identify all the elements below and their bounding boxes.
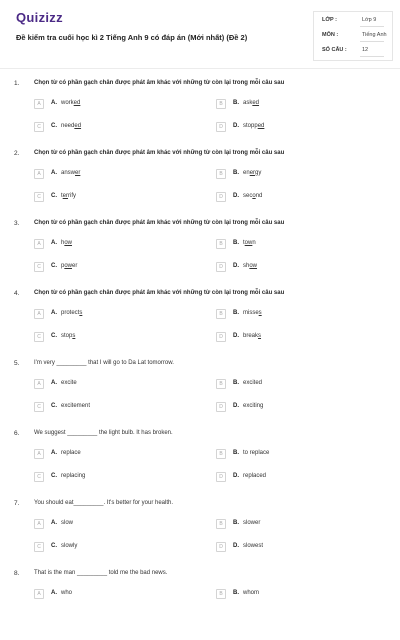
answer-letter: A. — [51, 590, 57, 596]
answer-checkbox[interactable]: B — [216, 169, 226, 179]
answer-letter: A. — [51, 100, 57, 106]
answer-letter: A. — [51, 520, 57, 526]
answer-text — [61, 263, 77, 269]
question-number: 2. — [14, 150, 20, 157]
answer-checkbox[interactable]: A — [34, 99, 44, 109]
answer-text — [61, 170, 80, 176]
answer-option[interactable] — [34, 309, 194, 321]
answer-text-prefix: sec — [243, 193, 253, 199]
question-text: You should eat_________. It's better for your health. — [34, 500, 174, 506]
answer-text — [243, 170, 261, 176]
answer-letter: B. — [233, 310, 239, 316]
answer-text-prefix: stopp — [243, 123, 258, 129]
answer-option[interactable] — [216, 262, 376, 274]
answer-option[interactable] — [216, 309, 376, 321]
question-number: 5. — [14, 360, 20, 367]
answer-text — [243, 263, 257, 269]
meta-value: Lớp 9 — [362, 17, 377, 23]
question-number: 3. — [14, 220, 20, 227]
worksheet-meta-box — [313, 11, 393, 61]
answer-text — [61, 123, 81, 129]
answer-text-underlined-part: ed — [73, 100, 81, 106]
answer-checkbox[interactable]: C — [34, 332, 44, 342]
answer-letter: B. — [233, 100, 239, 106]
meta-row-subject — [320, 30, 388, 42]
answer-letter: B. — [233, 450, 239, 456]
answer-letter: C. — [51, 333, 57, 339]
meta-key: SỐ CÂU : — [322, 47, 347, 53]
answer-text — [61, 333, 75, 339]
answer-text-underlined-part: ow — [64, 240, 73, 246]
question-text: That is the man _________ told me the bad news. — [34, 570, 168, 576]
answer-text — [243, 310, 262, 316]
meta-underline — [360, 41, 384, 42]
answer-option[interactable] — [34, 122, 194, 134]
question-number: 6. — [14, 430, 20, 437]
answer-text-underlined-part: er — [75, 170, 81, 176]
answer-letter: D. — [233, 123, 239, 129]
answer-text-prefix: answ — [61, 170, 76, 176]
answer-letter: C. — [51, 473, 57, 479]
answer-text — [243, 123, 264, 129]
answer-text — [243, 100, 259, 106]
answer-checkbox[interactable]: B — [216, 519, 226, 529]
answer-text — [243, 333, 261, 339]
answer-option[interactable] — [34, 542, 194, 554]
answer-text-underlined-part: o — [252, 193, 256, 199]
answer-text-prefix: p — [61, 263, 65, 269]
answer-text-prefix: exciting — [243, 403, 264, 409]
answer-option[interactable] — [216, 519, 376, 531]
answer-checkbox[interactable]: D — [216, 262, 226, 272]
answer-option[interactable] — [34, 589, 194, 601]
answer-checkbox[interactable]: C — [34, 402, 44, 412]
answer-checkbox[interactable]: D — [216, 542, 226, 552]
worksheet-title: Đề kiểm tra cuối học kì 2 Tiếng Anh 9 có đáp án (Mới nhất) (Đề 2) — [16, 33, 248, 42]
meta-value: Tiếng Anh — [362, 32, 387, 38]
question-text: Chọn từ có phần gạch chân được phát âm khác với những từ còn lại trong mỗi câu sau — [34, 220, 285, 226]
answer-text-underlined-part: s — [258, 310, 262, 316]
answer-option[interactable] — [34, 402, 194, 414]
answer-letter: A. — [51, 310, 57, 316]
worksheet-header — [0, 0, 400, 68]
answer-checkbox[interactable]: A — [34, 379, 44, 389]
meta-value: 12 — [362, 47, 369, 53]
answer-letter: A. — [51, 240, 57, 246]
answer-text-prefix: sh — [243, 263, 250, 269]
meta-key: LỚP : — [322, 17, 337, 23]
answer-checkbox[interactable]: D — [216, 122, 226, 132]
quizizz-logo: Quizizz — [16, 10, 63, 25]
answer-option[interactable] — [34, 332, 194, 344]
answer-letter: C. — [51, 193, 57, 199]
answer-checkbox[interactable]: B — [216, 449, 226, 459]
answer-option[interactable] — [34, 379, 194, 391]
question-item — [0, 80, 400, 150]
answer-checkbox[interactable]: B — [216, 379, 226, 389]
answer-text — [243, 543, 263, 549]
answer-text-prefix: slower — [243, 520, 261, 526]
answer-option[interactable] — [216, 99, 376, 111]
answer-text-prefix: h — [61, 240, 65, 246]
answer-letter: D. — [233, 263, 239, 269]
question-number: 4. — [14, 290, 20, 297]
answer-option[interactable] — [216, 379, 376, 391]
answer-text-prefix: t — [61, 193, 63, 199]
answer-text — [61, 310, 82, 316]
answer-checkbox[interactable]: C — [34, 262, 44, 272]
answer-text-prefix: en — [243, 170, 250, 176]
answer-checkbox[interactable]: A — [34, 169, 44, 179]
answer-text-underlined-part: ed — [74, 123, 82, 129]
answer-letter: B. — [233, 520, 239, 526]
question-text: Chọn từ có phần gạch chân được phát âm khác với những từ còn lại trong mỗi câu sau — [34, 80, 285, 86]
answer-text-prefix: who — [61, 590, 73, 596]
answer-option[interactable] — [34, 239, 194, 251]
answer-text — [61, 590, 72, 596]
answer-text-suffix: nd — [255, 193, 263, 199]
answer-text-prefix: ask — [243, 100, 253, 106]
answer-text-suffix: n — [252, 240, 256, 246]
answer-option[interactable] — [216, 472, 376, 484]
answer-option[interactable] — [34, 472, 194, 484]
question-text: I'm very _________ that I will go to Da Lat tomorrow. — [34, 360, 174, 366]
question-item — [0, 290, 400, 360]
answer-checkbox[interactable]: D — [216, 472, 226, 482]
answer-letter: C. — [51, 263, 57, 269]
answer-text — [61, 100, 80, 106]
meta-underline — [360, 56, 384, 57]
question-item — [0, 150, 400, 220]
answer-text-suffix: er — [72, 263, 78, 269]
answer-text-prefix: stop — [61, 333, 73, 339]
answer-text-underlined-part: ow — [64, 263, 73, 269]
answer-checkbox[interactable]: D — [216, 192, 226, 202]
answer-option[interactable] — [216, 169, 376, 181]
answer-text — [61, 240, 72, 246]
answer-checkbox[interactable]: A — [34, 309, 44, 319]
answer-letter: B. — [233, 380, 239, 386]
answer-option[interactable] — [34, 262, 194, 274]
answer-text — [61, 380, 77, 386]
answer-option[interactable] — [216, 589, 376, 601]
answer-text-suffix: rify — [68, 193, 77, 199]
answer-text-prefix: excite — [61, 380, 77, 386]
answer-text — [61, 520, 73, 526]
answer-text-prefix: replaced — [243, 473, 267, 479]
answer-letter: B. — [233, 170, 239, 176]
answer-letter: D. — [233, 403, 239, 409]
answer-text-prefix: work — [61, 100, 74, 106]
answer-text-prefix: excited — [243, 380, 263, 386]
answer-checkbox[interactable]: C — [34, 192, 44, 202]
answer-text-underlined-part: ow — [249, 263, 258, 269]
answer-letter: B. — [233, 240, 239, 246]
answer-option[interactable] — [216, 332, 376, 344]
answer-text-prefix: misse — [243, 310, 259, 316]
answer-letter: D. — [233, 473, 239, 479]
answer-text — [243, 380, 262, 386]
answer-checkbox[interactable]: B — [216, 99, 226, 109]
answer-option[interactable] — [34, 519, 194, 531]
answer-letter: D. — [233, 333, 239, 339]
question-text: Chọn từ có phần gạch chân được phát âm khác với những từ còn lại trong mỗi câu sau — [34, 150, 285, 156]
answer-text — [61, 450, 81, 456]
question-number: 7. — [14, 500, 20, 507]
answer-option[interactable] — [34, 99, 194, 111]
answer-text-underlined-part: s — [79, 310, 83, 316]
answer-text — [243, 590, 259, 596]
answer-text — [61, 473, 85, 479]
question-item — [0, 220, 400, 290]
answer-text — [243, 193, 262, 199]
question-item — [0, 430, 400, 500]
answer-option[interactable] — [34, 192, 194, 204]
question-text: Chọn từ có phần gạch chân được phát âm khác với những từ còn lại trong mỗi câu sau — [34, 290, 285, 296]
answer-option[interactable] — [34, 169, 194, 181]
answer-option[interactable] — [34, 449, 194, 461]
question-number: 8. — [14, 570, 20, 577]
answer-text — [61, 543, 77, 549]
answer-checkbox[interactable]: C — [34, 542, 44, 552]
answer-letter: D. — [233, 193, 239, 199]
answer-checkbox[interactable]: B — [216, 239, 226, 249]
answer-text-suffix: gy — [255, 170, 262, 176]
answer-option[interactable] — [216, 192, 376, 204]
answer-text-prefix: replace — [61, 450, 81, 456]
meta-row-class — [320, 15, 388, 27]
answer-text — [243, 473, 266, 479]
answer-text-underlined-part: ed — [252, 100, 260, 106]
meta-underline — [360, 26, 384, 27]
answer-checkbox[interactable]: A — [34, 519, 44, 529]
answer-text-prefix: break — [243, 333, 259, 339]
answer-text-prefix: whom — [243, 590, 260, 596]
answer-text-prefix: need — [61, 123, 75, 129]
answer-text-underlined-part: ed — [257, 123, 265, 129]
question-item — [0, 500, 400, 570]
answer-text-prefix: t — [243, 240, 245, 246]
answer-checkbox[interactable]: D — [216, 402, 226, 412]
answer-text — [243, 520, 260, 526]
question-item — [0, 570, 400, 640]
answer-text-prefix: slow — [61, 520, 74, 526]
answer-text-underlined-part: s — [72, 333, 76, 339]
answer-text — [243, 403, 263, 409]
question-text: We suggest _________ the light bulb. It has broken. — [34, 430, 173, 436]
meta-row-question-count — [320, 45, 388, 57]
answer-checkbox[interactable]: B — [216, 589, 226, 599]
answer-text-prefix: to replace — [243, 450, 270, 456]
answer-text — [61, 403, 90, 409]
answer-letter: D. — [233, 543, 239, 549]
answer-checkbox[interactable]: A — [34, 589, 44, 599]
question-number: 1. — [14, 80, 20, 87]
answer-checkbox[interactable]: A — [34, 449, 44, 459]
answer-text-underlined-part: er — [249, 170, 256, 176]
meta-key: MÔN : — [322, 32, 339, 38]
answer-checkbox[interactable]: A — [34, 239, 44, 249]
answer-text-prefix: slowest — [243, 543, 264, 549]
question-item — [0, 360, 400, 430]
answer-text-underlined-part: s — [258, 333, 262, 339]
answer-text-prefix: excitement — [61, 403, 91, 409]
answer-text — [243, 450, 269, 456]
answer-text — [243, 240, 256, 246]
answer-text-underlined-part: ow — [244, 240, 253, 246]
answer-text — [61, 193, 76, 199]
answer-checkbox[interactable]: C — [34, 472, 44, 482]
answer-checkbox[interactable]: B — [216, 309, 226, 319]
answer-letter: C. — [51, 123, 57, 129]
answer-option[interactable] — [216, 239, 376, 251]
answer-option[interactable] — [216, 542, 376, 554]
answer-letter: A. — [51, 380, 57, 386]
answer-checkbox[interactable]: C — [34, 122, 44, 132]
answer-letter: C. — [51, 403, 57, 409]
answer-option[interactable] — [216, 449, 376, 461]
answer-letter: A. — [51, 170, 57, 176]
answer-letter: A. — [51, 450, 57, 456]
answer-letter: C. — [51, 543, 57, 549]
answer-text-prefix: protect — [61, 310, 80, 316]
answer-text-prefix: slowly — [61, 543, 78, 549]
header-divider — [0, 68, 400, 69]
answer-text-underlined-part: er — [62, 193, 69, 199]
answer-letter: B. — [233, 590, 239, 596]
answer-option[interactable] — [216, 122, 376, 134]
answer-text-prefix: replacing — [61, 473, 86, 479]
answer-option[interactable] — [216, 402, 376, 414]
answer-checkbox[interactable]: D — [216, 332, 226, 342]
